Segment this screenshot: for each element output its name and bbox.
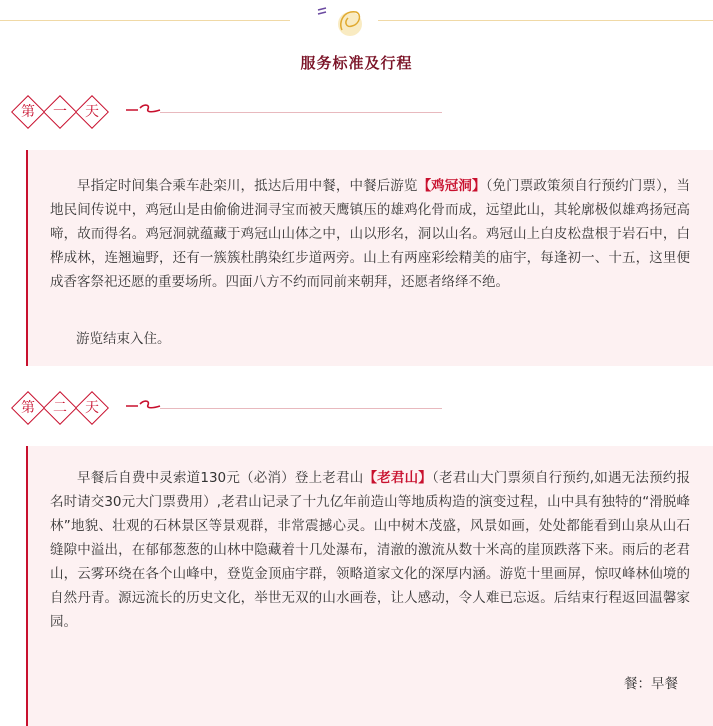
day1-text-after: （免门票政策须自行预约门票），当地民间传说中，鸡冠山是由偷偷进洞寻宝而被天鹰镇压的雄鸡化骨而成，远望此山，其轮廓极似雄鸡扬冠高啼，故而得名。鸡冠洞就蕴藏于鸡冠山山体之中，山以形名，洞以山名。鸡冠山上白皮松盘根于岩石中，白桦成林，连翘遍野，还有一簇簇杜鹃染红步道两旁。山上有两座彩绘精美的庙宇，每逢初一、十五，这里便成香客祭祀还愿的重要场所。四面八方不约而同前来朝拜，还愿者络绎不绝。 (50, 178, 691, 290)
day1-header (0, 94, 713, 134)
day2-text-after: （老君山大门票须自行预约,如遇无法预约报名时请交30元大门票费用）,老君山记录了十九亿年前造山等地质构造的演变过程，山中具有独特的“滑脱峰林”地貌、壮观的石林景区等景观群，非常震撼心灵。山中树木茂盛，风景如画，处处都能看到山泉从山石缝隙中溢出，在郁郁葱葱的山林中隐藏着十几处瀑布，清澈的激流从数十米高的崖顶跌落下来。雨后的老君山，云雾环绕在各个山峰中，登览金顶庙宇群，领略道家文化的深厚内涵。游览十里画屏，惊叹峰林仙境的自然丹青。源远流长的历史文化，举世无双的山水画卷，让人感动，令人难已忘返。后结束行程返回温馨家园。 (50, 470, 690, 630)
day2-label-char: 天 (85, 400, 99, 416)
day1-description (50, 174, 690, 294)
day2-highlight-attraction: 【老君山】 (363, 470, 432, 486)
day1-label-char: 第 (21, 104, 35, 120)
day1-label-char: 天 (85, 104, 99, 120)
day1-highlight-attraction: 【鸡冠洞】 (417, 178, 486, 194)
top-divider-left (0, 20, 290, 21)
day2-label-char: 二 (53, 400, 67, 416)
swash-ornament-icon (124, 398, 164, 412)
day1-label (10, 94, 120, 132)
day2-label-char: 第 (21, 400, 35, 416)
day2-label (10, 390, 120, 428)
day2-description (50, 466, 690, 634)
section-title: 服务标准及行程 (300, 54, 413, 72)
day2-header (0, 390, 713, 430)
day1-text-before: 早指定时间集合乘车赴栾川，抵达后用中餐，中餐后游览 (77, 178, 418, 194)
day1-end-line: 游览结束入住。 (76, 331, 171, 347)
day2-meal-info: 餐：早餐 (624, 676, 678, 692)
day2-divider (160, 408, 442, 409)
day1-divider (160, 112, 442, 113)
day1-label-char: 一 (53, 104, 67, 120)
swash-ornament-icon (124, 102, 164, 116)
flourish-ornament-icon (300, 0, 380, 42)
top-divider-right (378, 20, 713, 21)
day2-text-before: 早餐后自费中灵索道130元（必消）登上老君山 (77, 470, 364, 486)
